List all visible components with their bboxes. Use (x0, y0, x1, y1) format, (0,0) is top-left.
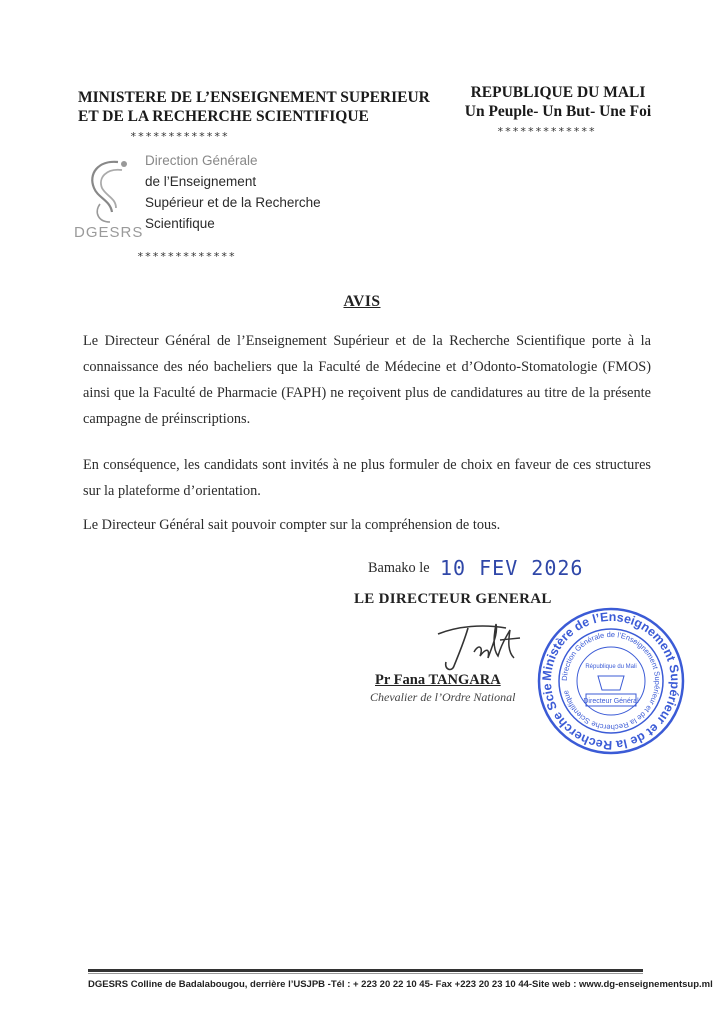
logo-stars: ************* (137, 250, 237, 263)
republic-motto: Un Peuple- Un But- Une Foi (464, 103, 652, 120)
seal-inner-text: Direction Générale de l’Enseignement Supérieur et de la Recherche Scientifique (559, 629, 663, 733)
notice-title: AVIS (343, 293, 381, 310)
notice-paragraph-3: Le Directeur Général sait pouvoir compter sur la compréhension de tous. (83, 517, 501, 533)
logo-line4: Scientifique (145, 216, 215, 231)
republic-stars: ************* (497, 125, 597, 138)
republic-title: REPUBLIQUE DU MALI (470, 84, 646, 101)
dgesrs-logo-icon (80, 152, 140, 232)
date-stamp: 10 FEV 2026 (440, 556, 584, 580)
logo-text-block (145, 150, 321, 234)
svg-text:Direction Générale de l’Enseig (560, 630, 662, 732)
logo-mark-text: DGESRS (74, 224, 144, 241)
ministry-stars: ************* (130, 130, 230, 143)
ministry-line1: MINISTERE DE L’ENSEIGNEMENT SUPERIEUR (78, 89, 430, 106)
notice-paragraph-1: Le Directeur Général de l’Enseignement Supérieur et de la Recherche Scientifique porte à la connaissance des néo bacheliers que la Faculté de Médecine et d’Odonto-Stomatologie (FMOS) ainsi que la Faculté de Pharmacie (FAPH) ne reçoivent plus de candidatures au titre de la présente campagne de préinscriptions. (83, 333, 651, 427)
signature-role: LE DIRECTEUR GENERAL (354, 591, 552, 607)
official-seal-icon (536, 606, 686, 756)
footer-divider-thin (88, 973, 643, 974)
logo-line2: de l’Enseignement (145, 174, 257, 189)
ministry-line2: ET DE LA RECHERCHE SCIENTIFIQUE (78, 108, 369, 125)
seal-outer-text: Ministère de l’Enseignement Supérieur et de la Recherche Scie (539, 609, 683, 753)
footer-divider (88, 969, 643, 972)
signatory-distinction: Chevalier de l’Ordre National (370, 690, 516, 704)
ministry-header (78, 88, 458, 126)
logo-line1: Direction Générale (145, 153, 258, 168)
handwritten-signature-icon (428, 612, 528, 678)
notice-paragraph-2: En conséquence, les candidats sont invités à ne plus formuler de choix en faveur de ces structures sur la plateforme d’orientation. (83, 457, 651, 499)
seal-center-top: République du Mali (585, 664, 637, 670)
seal-center-label: Directeur Général (583, 698, 639, 705)
signature-place: Bamako le (368, 560, 430, 576)
signatory-name: Pr Fana TANGARA (375, 672, 501, 688)
logo-line3: Supérieur et de la Recherche (145, 195, 321, 210)
republic-header (458, 83, 658, 121)
footer-contact: DGESRS Colline de Badalabougou, derrière l’USJPB -Tél : + 223 20 22 10 45- Fax +223 20 23 10 44-Site web : www.dg-enseignementsup.ml (88, 979, 713, 990)
